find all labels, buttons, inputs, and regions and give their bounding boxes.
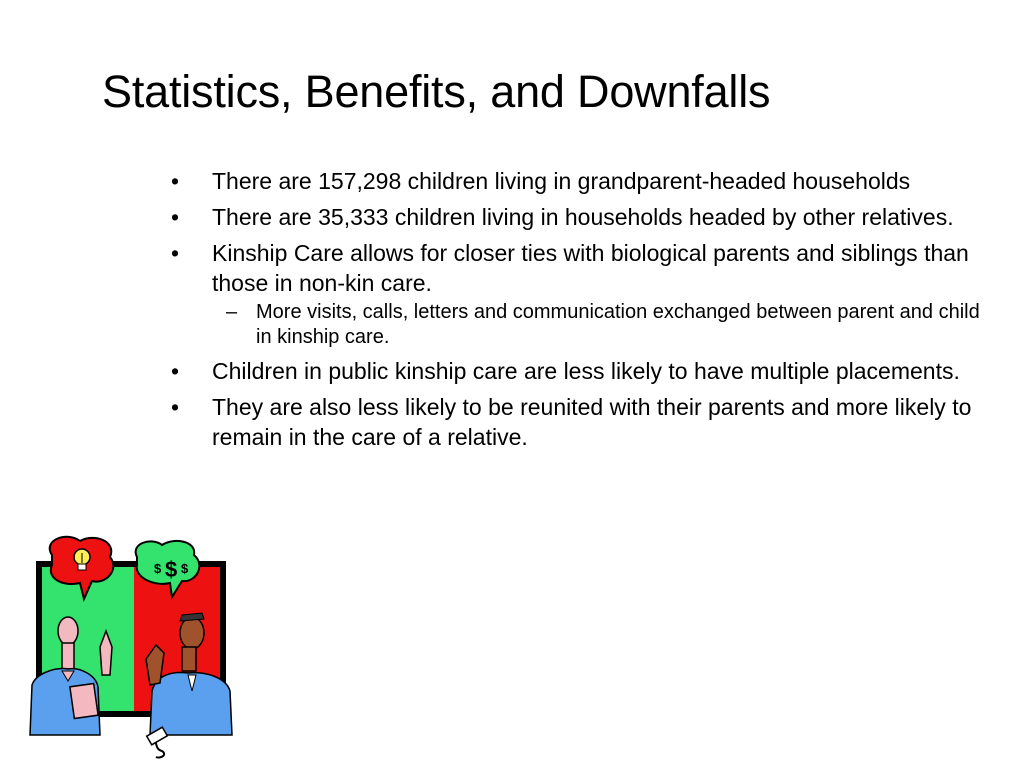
bullet-marker: • bbox=[171, 394, 180, 420]
bullet-item bbox=[168, 392, 998, 452]
dollar-sign-icon: $ bbox=[154, 561, 162, 576]
sub-bullet-marker: – bbox=[226, 301, 238, 323]
bullet-marker: • bbox=[171, 240, 180, 266]
sub-bullet-item bbox=[212, 300, 998, 350]
discussion-clipart bbox=[22, 535, 242, 760]
bullet-item bbox=[168, 166, 998, 196]
bullet-text: They are also less likely to be reunited with their parents and more likely to remain in the care of a relative. bbox=[212, 394, 972, 450]
bullet-text: There are 35,333 children living in households headed by other relatives. bbox=[212, 204, 954, 230]
bullet-marker: • bbox=[171, 168, 180, 194]
dollar-sign-icon: $ bbox=[165, 557, 178, 582]
bullet-text: Kinship Care allows for closer ties with biological parents and siblings than those in non-kin care. bbox=[212, 240, 969, 296]
slide-content bbox=[168, 166, 998, 458]
bullet-text: Children in public kinship care are less likely to have multiple placements. bbox=[212, 358, 960, 384]
slide-title: Statistics, Benefits, and Downfalls bbox=[102, 66, 771, 117]
sub-bullet-text: More visits, calls, letters and communication exchanged between parent and child in kinship care. bbox=[256, 301, 980, 348]
bullet-item bbox=[168, 356, 998, 386]
bullet-text: There are 157,298 children living in grandparent-headed households bbox=[212, 168, 911, 194]
bullet-marker: • bbox=[171, 204, 180, 230]
sub-bullet-list bbox=[212, 300, 998, 350]
bullet-marker: • bbox=[171, 358, 180, 384]
dollar-sign-icon: $ bbox=[181, 561, 189, 576]
bullet-item bbox=[168, 238, 998, 350]
bullet-list bbox=[168, 166, 998, 452]
bullet-item bbox=[168, 202, 998, 232]
